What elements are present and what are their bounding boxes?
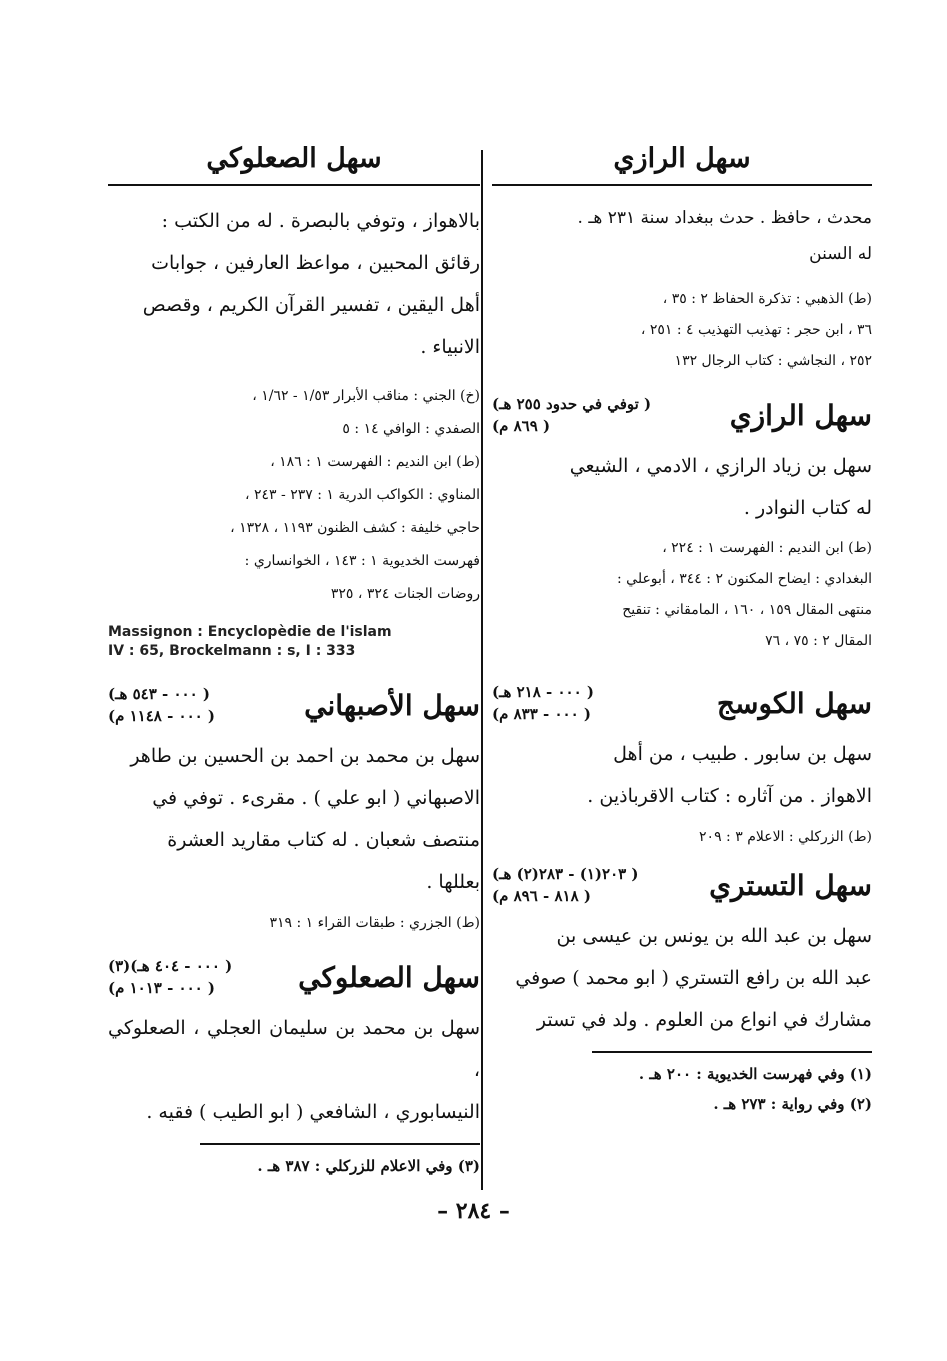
latin-ref-line: Massignon : Encyclopèdie de l'islam	[108, 624, 392, 640]
date-hijri: ( ٠٠٠ - ٥٤٣ هـ)	[108, 685, 210, 703]
continuation-line: بالاهواز ، وتوفي بالبصرة . له من الكتب :	[161, 210, 480, 232]
continuation-ref-line: روضات الجنات ٣٢٤ ، ٣٢٥	[330, 586, 480, 602]
date-hijri: ( ٠٠٠ - ٤٠٤ هـ)(٣)	[108, 957, 233, 975]
entry-dates	[108, 955, 232, 999]
continuation-ref-line: المناوي : الكواكب الدرية ١ : ٢٣٧ - ٢٤٣ ،	[245, 487, 480, 503]
column-divider	[481, 150, 483, 1190]
date-gregorian: ( ٠٠٠ - ١١٤٨ م)	[108, 707, 216, 725]
entry-ref-line: (ط) ابن النديم : الفهرست ١ : ٢٢٤ ،	[662, 540, 872, 556]
continuation-line: رقائق المحبين ، مواعظ العارفين ، جوابات	[151, 252, 480, 274]
right-column	[492, 140, 872, 1119]
entry-dates	[492, 863, 639, 907]
running-head-right: سهل الرازي	[492, 140, 872, 186]
entry-heading	[492, 393, 872, 437]
entry-ref-line: منتهى المقال ١٥٩ ، ١٦٠ ، المامقاني : تنقيح	[622, 602, 872, 618]
entry-body-line: بعللها .	[426, 871, 480, 893]
entry-heading	[108, 683, 480, 727]
left-column	[108, 140, 480, 1181]
entry-body-line: سهل بن سابور . طبيب ، من أهل	[613, 743, 872, 765]
date-hijri: ( ٢٠٣(١) - ٢٨٣(٢) هـ)	[492, 865, 639, 883]
footnote: (٢) وفي رواية : ٢٧٣ هـ .	[713, 1095, 872, 1113]
entry-body-line: الاصبهاني ( ابو علي ) . مقرىء . توفي في	[152, 787, 480, 809]
entry-body-line: سهل بن عبد الله بن يونس بن عيسى بن	[556, 925, 872, 947]
date-hijri: ( ٠٠٠ - ٢١٨ هـ)	[492, 683, 594, 701]
intro-works: له السنن	[809, 244, 872, 264]
footnote-rule	[200, 1143, 480, 1145]
continuation-line: الانبياء .	[420, 336, 480, 358]
entry-ref-line: (ط) الزركلي : الاعلام ٣ : ٢٠٩	[699, 829, 872, 845]
date-gregorian: ( ٠٠٠ - ١٠١٣ م)	[108, 979, 216, 997]
entry-body-line: مشارك في انواع من العلوم . ولد في تستر	[536, 1009, 872, 1031]
entry-body-line: منتصف شعبان . له كتاب مقاريد العشرة	[167, 829, 480, 851]
continuation-ref-line: (خ) الجني : مناقب الأبرار ١/٥٣ - ١/٦٢ ،	[252, 388, 480, 404]
entry-name: سهل التستري	[709, 868, 872, 902]
footnote-rule	[592, 1051, 872, 1053]
date-gregorian: ( ٠٠٠ - ٨٣٣ م)	[492, 705, 591, 723]
continuation-line: أهل اليقين ، تفسير القرآن الكريم ، وقصص	[142, 294, 480, 316]
entry-body-line: له كتاب النوادر .	[743, 497, 872, 519]
entry-name: سهل الكوسج	[716, 686, 872, 720]
running-head-left: سهل الصعلوكي	[108, 140, 480, 186]
entry-dates	[492, 681, 594, 725]
entry-dates	[492, 393, 651, 437]
entry-ref-line: البغدادي : ايضاح المكنون ٢ : ٣٤٤ ، أبوعلي :	[616, 571, 872, 587]
entry-heading	[492, 681, 872, 725]
entry-name: سهل الأصبهاني	[304, 688, 480, 722]
entry-body-line: الاهواز . من آثاره : كتاب الاقرباذين .	[587, 785, 872, 807]
entry-heading	[492, 863, 872, 907]
latin-reference	[108, 623, 480, 661]
continuation-ref-line: فهرست الخديوية ١ : ١٤٣ ، الخوانساري :	[244, 553, 480, 569]
entry-ref-line: المقال ٢ : ٧٥ ، ٧٦	[765, 633, 872, 649]
page-number: – ٢٨٤ –	[437, 1198, 510, 1224]
entry-body-line: النيسابوري ، الشافعي ( ابو الطيب ) فقيه .	[146, 1101, 480, 1123]
footnote: (٣) وفي الاعلام للزركلي : ٣٨٧ هـ .	[257, 1157, 480, 1175]
entry-ref-line: (ط) الجزري : طبقات القراء ١ : ٣١٩	[269, 915, 480, 931]
entry-body-line: سهل بن محمد بن سليمان العجلي ، الصعلوكي ،	[108, 1017, 480, 1081]
entry-body-line: عبد الله بن رافع التستري ( ابو محمد ) صوفي	[515, 967, 872, 989]
entry-heading	[108, 955, 480, 999]
continuation-ref-line: (ط) ابن النديم : الفهرست ١ : ١٨٦ ،	[270, 454, 480, 470]
entry-name: سهل الصعلوكي	[298, 960, 480, 994]
intro-ref-line: (ط) الذهبي : تذكرة الحفاظ ٢ : ٣٥ ،	[662, 291, 872, 307]
footnote: (١) وفي فهرست الخديوية : ٢٠٠ هـ .	[638, 1065, 872, 1083]
continuation-ref-line: حاجي خليفة : كشف الظنون ١١٩٣ ، ١٣٢٨ ،	[230, 520, 480, 536]
entry-dates	[108, 683, 215, 727]
date-gregorian: ( ٨٦٩ م)	[492, 417, 551, 435]
intro-ref-line: ٢٥٢ ، النجاشي : كتاب الرجال ١٣٢	[674, 353, 872, 369]
intro-text: محدث ، حافظ . حدث ببغداد سنة ٢٣١ هـ .	[577, 208, 872, 228]
entry-name: سهل الرازي	[729, 398, 872, 432]
latin-ref-line: IV : 65, Brockelmann : s, I : 333	[108, 643, 356, 659]
intro-ref-line: ٣٦ ، ابن حجر : تهذيب التهذيب ٤ : ٢٥١ ،	[640, 322, 872, 338]
date-gregorian: ( ٨١٨ - ٨٩٦ م)	[492, 887, 591, 905]
date-hijri: ( توفي في حدود ٢٥٥ هـ)	[492, 395, 652, 413]
entry-body-line: سهل بن زياد الرازي ، الادمي ، الشيعي	[569, 455, 872, 477]
entry-body-line: سهل بن محمد بن احمد بن الحسين بن طاهر	[130, 745, 480, 767]
continuation-ref-line: الصفدي : الوافي ١٤ : ٥	[342, 421, 480, 437]
